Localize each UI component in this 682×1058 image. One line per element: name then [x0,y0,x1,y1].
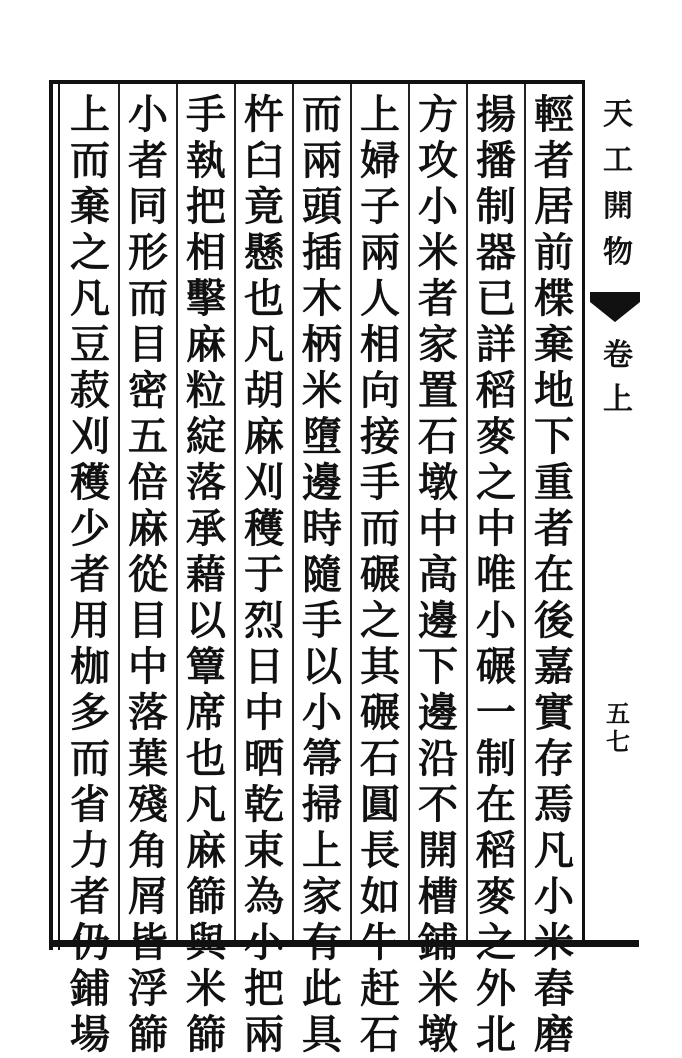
character: 凡 [244,321,284,368]
character: 一 [476,689,516,736]
character: 北 [476,1011,516,1058]
character: 木 [302,275,342,322]
character: 枷 [70,643,110,690]
margin-character: 物 [603,235,633,270]
character: 下 [534,413,574,460]
character: 用 [70,597,110,644]
character: 具 [302,1011,342,1058]
character: 多 [70,689,110,736]
text-column-5 [294,91,350,1058]
character: 豆 [70,321,110,368]
text-column-2 [468,91,524,1058]
character: 而 [70,137,110,184]
character: 如 [360,873,400,920]
character: 之 [360,597,400,644]
fish-tail-ornament [590,292,640,332]
character: 舂 [534,965,574,1012]
character: 殘 [128,781,168,828]
character: 菽 [70,367,110,414]
frame-left-border [49,80,53,950]
character: 穫 [244,505,284,552]
character: 以 [302,643,342,690]
character: 小 [302,689,342,736]
character: 隨 [302,551,342,598]
character: 攻 [418,137,458,184]
character: 者 [128,137,168,184]
character: 藉 [186,551,226,598]
character: 石 [360,1011,400,1058]
character: 鋪 [418,919,458,966]
character: 制 [476,735,516,782]
frame-top-border [49,80,585,84]
character: 接 [360,413,400,460]
character: 烈 [244,597,284,644]
character: 棄 [70,183,110,230]
character: 篩 [128,1011,168,1058]
character: 仍 [70,919,110,966]
character: 向 [360,367,400,414]
character: 場 [70,1011,110,1058]
character: 日 [244,643,284,690]
character: 力 [70,827,110,874]
character: 唯 [476,551,516,598]
character: 米 [418,229,458,276]
character: 米 [534,919,574,966]
character: 開 [418,827,458,874]
book-title-margin [598,92,638,276]
frame-left-inner-border [58,80,60,950]
character: 省 [70,781,110,828]
character: 以 [186,597,226,644]
character: 葉 [128,735,168,782]
character: 而 [70,735,110,782]
character: 篩 [186,873,226,920]
character: 小 [244,919,284,966]
character: 之 [476,459,516,506]
character: 牛 [360,919,400,966]
character: 懸 [244,229,284,276]
character: 相 [186,229,226,276]
character: 在 [476,781,516,828]
character: 輕 [534,91,574,138]
character: 也 [186,735,226,782]
text-column-4 [352,91,408,1058]
character: 詳 [476,321,516,368]
character: 也 [244,275,284,322]
character: 已 [476,275,516,322]
character: 麥 [476,873,516,920]
margin-character: 上 [603,382,633,417]
character: 篩 [186,1011,226,1058]
character: 沿 [418,735,458,782]
character: 凡 [534,827,574,874]
character: 頭 [302,183,342,230]
text-column-6 [236,91,292,1058]
character: 子 [360,183,400,230]
character: 掃 [302,781,342,828]
character: 置 [418,367,458,414]
character: 墩 [418,1011,458,1058]
character: 晒 [244,735,284,782]
character: 刈 [70,413,110,460]
character: 稻 [476,367,516,414]
character: 為 [244,873,284,920]
character: 穫 [70,459,110,506]
character: 重 [534,459,574,506]
character: 存 [534,735,574,782]
character: 赶 [360,965,400,1012]
character: 五 [128,413,168,460]
character: 小 [534,873,574,920]
character: 手 [360,459,400,506]
character: 方 [418,91,458,138]
character: 播 [476,137,516,184]
character: 目 [128,597,168,644]
character: 米 [302,367,342,414]
character: 而 [302,91,342,138]
page-number-margin [598,700,638,756]
character: 之 [70,229,110,276]
character: 其 [360,643,400,690]
character: 承 [186,505,226,552]
character: 者 [70,873,110,920]
character: 與 [186,919,226,966]
character: 邊 [302,459,342,506]
character: 落 [186,459,226,506]
character: 杵 [244,91,284,138]
character: 者 [534,505,574,552]
character: 粒 [186,367,226,414]
text-column-9 [62,91,118,1058]
character: 柄 [302,321,342,368]
character: 簟 [186,643,226,690]
character: 邊 [418,597,458,644]
volume-label-margin [598,334,638,422]
character: 圓 [360,781,400,828]
character: 席 [186,689,226,736]
character: 從 [128,551,168,598]
character: 鋪 [70,965,110,1012]
character: 浮 [128,965,168,1012]
character: 插 [302,229,342,276]
character: 凡 [70,275,110,322]
character: 乾 [244,781,284,828]
character: 有 [302,919,342,966]
character: 者 [70,551,110,598]
character: 下 [418,643,458,690]
character: 綻 [186,413,226,460]
character: 居 [534,183,574,230]
character: 器 [476,229,516,276]
character: 而 [360,505,400,552]
character: 石 [418,413,458,460]
character: 把 [186,183,226,230]
character: 于 [244,551,284,598]
character: 中 [128,643,168,690]
character: 高 [418,551,458,598]
character: 擊 [186,275,226,322]
character: 竟 [244,183,284,230]
text-column-1 [526,91,582,1058]
character: 者 [534,137,574,184]
character: 手 [302,597,342,644]
character: 人 [360,275,400,322]
text-column-8 [120,91,176,1058]
character: 屑 [128,873,168,920]
character: 把 [244,965,284,1012]
character: 楪 [534,275,574,322]
character: 磨 [534,1011,574,1058]
character: 制 [476,183,516,230]
character: 臼 [244,137,284,184]
character: 相 [360,321,400,368]
character: 麻 [128,505,168,552]
character: 落 [128,689,168,736]
character: 碾 [360,689,400,736]
character: 在 [534,551,574,598]
character: 執 [186,137,226,184]
character: 者 [418,275,458,322]
character: 碾 [360,551,400,598]
character: 家 [418,321,458,368]
character: 箒 [302,735,342,782]
character: 兩 [360,229,400,276]
character: 少 [70,505,110,552]
character: 邊 [418,689,458,736]
character: 小 [128,91,168,138]
character: 墩 [418,459,458,506]
character: 前 [534,229,574,276]
character: 婦 [360,137,400,184]
character: 嘉 [534,643,574,690]
character: 兩 [302,137,342,184]
character: 石 [360,735,400,782]
character: 胡 [244,367,284,414]
character: 角 [128,827,168,874]
character: 棄 [534,321,574,368]
margin-character: 天 [603,97,633,132]
character: 中 [418,505,458,552]
character: 外 [476,965,516,1012]
character: 密 [128,367,168,414]
margin-character: 工 [603,143,633,178]
character: 上 [302,827,342,874]
character: 而 [128,275,168,322]
text-column-7 [178,91,234,1058]
character: 兩 [244,1011,284,1058]
character: 皆 [128,919,168,966]
margin-character: 開 [603,189,633,224]
character: 目 [128,321,168,368]
character: 時 [302,505,342,552]
character: 形 [128,229,168,276]
character: 小 [476,597,516,644]
character: 束 [244,827,284,874]
margin-character: 七 [606,727,630,756]
character: 麻 [244,413,284,460]
margin-character: 五 [606,699,630,728]
character: 中 [244,689,284,736]
frame-right-border [582,80,585,945]
character: 碾 [476,643,516,690]
character: 小 [418,183,458,230]
character: 地 [534,367,574,414]
character: 麥 [476,413,516,460]
character: 中 [476,505,516,552]
character: 稻 [476,827,516,874]
character: 麻 [186,827,226,874]
character: 實 [534,689,574,736]
character: 上 [360,91,400,138]
character: 此 [302,965,342,1012]
character: 不 [418,781,458,828]
character: 墮 [302,413,342,460]
character: 槽 [418,873,458,920]
text-column-3 [410,91,466,1058]
character: 米 [186,965,226,1012]
character: 米 [418,965,458,1012]
character: 刈 [244,459,284,506]
character: 上 [70,91,110,138]
character: 揚 [476,91,516,138]
character: 凡 [186,781,226,828]
character: 後 [534,597,574,644]
character: 手 [186,91,226,138]
character: 麻 [186,321,226,368]
character: 之 [476,919,516,966]
character: 同 [128,183,168,230]
character: 焉 [534,781,574,828]
margin-character: 卷 [603,338,633,373]
character: 倍 [128,459,168,506]
character: 家 [302,873,342,920]
character: 長 [360,827,400,874]
